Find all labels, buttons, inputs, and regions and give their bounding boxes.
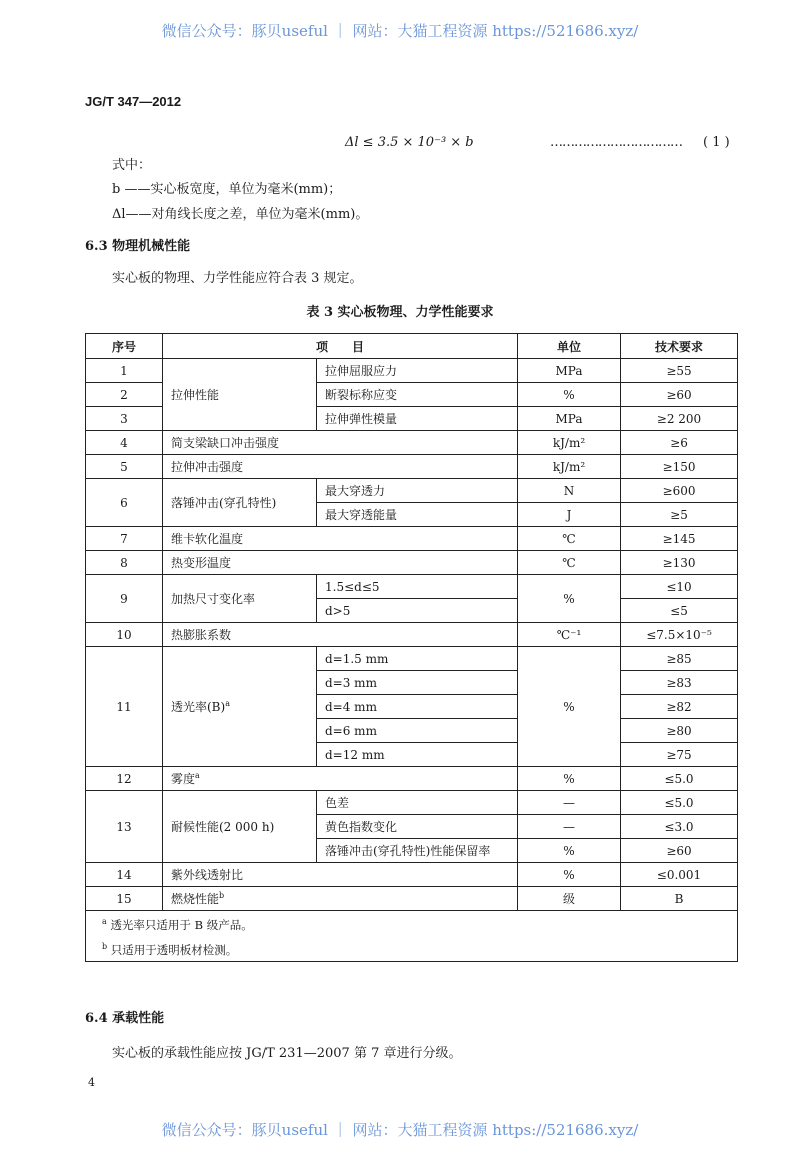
table-row [86, 791, 738, 815]
unit: % [518, 383, 621, 407]
table-row [86, 863, 738, 887]
section-text: 实心板的物理、力学性能应符合表 3 规定。 [112, 271, 363, 286]
sub-item: 拉伸弹性模量 [317, 407, 518, 431]
row-number: 4 [86, 431, 163, 455]
footnote-mark: b [102, 941, 108, 951]
unit: % [518, 767, 621, 791]
table-row [86, 527, 738, 551]
row-number: 15 [86, 887, 163, 911]
requirement: ≥600 [621, 479, 738, 503]
item-label: 紫外线透射比 [171, 868, 244, 882]
item-name [163, 455, 518, 479]
sub-item: 拉伸屈服应力 [317, 359, 518, 383]
sub-item: d=1.5 mm [317, 647, 518, 671]
sub-item: 黄色指数变化 [317, 815, 518, 839]
section-heading: 6.3 物理机械性能 [85, 239, 191, 254]
requirement: ≥75 [621, 743, 738, 767]
item-name [163, 791, 317, 863]
section-heading: 6.4 承载性能 [85, 1011, 165, 1026]
item-name [163, 479, 317, 527]
sub-item: 最大穿透力 [317, 479, 518, 503]
row-number: 3 [86, 407, 163, 431]
item-label: 透光率(B) [171, 700, 226, 714]
unit: % [518, 647, 621, 767]
row-number: 10 [86, 623, 163, 647]
item-name [163, 767, 518, 791]
item-label: 加热尺寸变化率 [171, 592, 256, 606]
row-number: 7 [86, 527, 163, 551]
header-requirement: 技术要求 [621, 334, 738, 359]
requirement: ≥85 [621, 647, 738, 671]
requirement: ≥80 [621, 719, 738, 743]
table-title: 表 3 实心板物理、力学性能要求 [306, 305, 494, 320]
footnote-mark: a [225, 699, 230, 708]
table-row [86, 431, 738, 455]
footnote [102, 936, 729, 961]
requirement: ≤10 [621, 575, 738, 599]
footnote [102, 911, 729, 936]
footnote-mark: a [102, 917, 107, 926]
sub-item: 最大穿透能量 [317, 503, 518, 527]
unit: J [518, 503, 621, 527]
footnote-mark: a [195, 771, 200, 780]
row-number: 9 [86, 575, 163, 623]
requirement: ≥5 [621, 503, 738, 527]
item-label: 简支梁缺口冲击强度 [171, 436, 280, 450]
unit: 级 [518, 887, 621, 911]
where-dl: Δl——对角线长度之差，单位为毫米(mm)。 [112, 207, 369, 222]
page-number: 4 [88, 1076, 95, 1089]
sub-item: 断裂标称应变 [317, 383, 518, 407]
row-number: 1 [86, 359, 163, 383]
table-row [86, 767, 738, 791]
item-label: 拉伸性能 [171, 388, 220, 402]
properties-table [85, 333, 738, 962]
table-row [86, 551, 738, 575]
item-label: 燃烧性能 [171, 892, 220, 906]
table-row [86, 575, 738, 599]
row-number: 14 [86, 863, 163, 887]
unit: % [518, 863, 621, 887]
row-number: 2 [86, 383, 163, 407]
unit: — [518, 815, 621, 839]
unit: kJ/m² [518, 431, 621, 455]
footnote-text: 透光率只适用于 B 级产品。 [110, 917, 253, 932]
item-name [163, 359, 317, 431]
requirement: ≤5 [621, 599, 738, 623]
header-item: 项 目 [163, 334, 518, 359]
item-name [163, 647, 317, 767]
requirement: ≥60 [621, 383, 738, 407]
unit: ℃⁻¹ [518, 623, 621, 647]
sub-item: d>5 [317, 599, 518, 623]
sub-item: 1.5≤d≤5 [317, 575, 518, 599]
sub-item: 色差 [317, 791, 518, 815]
unit: kJ/m² [518, 455, 621, 479]
table-header-row [86, 334, 738, 359]
requirement: ≤5.0 [621, 767, 738, 791]
unit: ℃ [518, 527, 621, 551]
table-row [86, 887, 738, 911]
table-row [86, 647, 738, 671]
item-label: 热膨胀系数 [171, 628, 232, 642]
table-row [86, 455, 738, 479]
sub-item: d=3 mm [317, 671, 518, 695]
requirement: ≥6 [621, 431, 738, 455]
requirement: ≤3.0 [621, 815, 738, 839]
table-row [86, 479, 738, 503]
unit: — [518, 791, 621, 815]
table-footnotes [86, 911, 738, 962]
where-label: 式中： [112, 158, 152, 173]
item-name [163, 887, 518, 911]
item-label: 拉伸冲击强度 [171, 460, 244, 474]
requirement: ≤7.5×10⁻⁵ [621, 623, 738, 647]
sub-item: d=6 mm [317, 719, 518, 743]
watermark-bottom: 微信公众号：豚贝useful ｜ 网站：大猫工程资源 https://521686.xyz/ [161, 1121, 639, 1139]
row-number: 5 [86, 455, 163, 479]
unit: % [518, 839, 621, 863]
sub-item: d=4 mm [317, 695, 518, 719]
requirement: B [621, 887, 738, 911]
item-label: 维卡软化温度 [171, 532, 244, 546]
formula-number: ( 1 ) [703, 135, 730, 150]
unit: MPa [518, 359, 621, 383]
item-name [163, 575, 317, 623]
formula-leader: …………………………… [550, 135, 682, 150]
requirement: ≥145 [621, 527, 738, 551]
row-number: 12 [86, 767, 163, 791]
requirement: ≥60 [621, 839, 738, 863]
row-number: 13 [86, 791, 163, 863]
sub-item: 落锤冲击(穿孔特性)性能保留率 [317, 839, 518, 863]
row-number: 11 [86, 647, 163, 767]
item-label: 热变形温度 [171, 556, 232, 570]
requirement: ≥150 [621, 455, 738, 479]
item-name [163, 431, 518, 455]
item-name [163, 551, 518, 575]
requirement: ≥130 [621, 551, 738, 575]
item-name [163, 527, 518, 551]
watermark-top: 微信公众号：豚贝useful ｜ 网站：大猫工程资源 https://521686.xyz/ [161, 22, 639, 40]
unit: N [518, 479, 621, 503]
row-number: 8 [86, 551, 163, 575]
requirement: ≥82 [621, 695, 738, 719]
requirement: ≥55 [621, 359, 738, 383]
where-b: b ——实心板宽度，单位为毫米(mm)； [112, 182, 342, 197]
item-label: 落锤冲击(穿孔特性) [171, 496, 277, 510]
requirement: ≥2 200 [621, 407, 738, 431]
section-text: 实心板的承载性能应按 JG/T 231—2007 第 7 章进行分级。 [112, 1046, 462, 1061]
row-number: 6 [86, 479, 163, 527]
formula: Δl ≤ 3.5 × 10⁻³ × b [345, 135, 474, 150]
standard-code: JG/T 347—2012 [85, 94, 182, 109]
unit: MPa [518, 407, 621, 431]
requirement: ≥83 [621, 671, 738, 695]
item-label: 雾度 [171, 772, 196, 786]
footnote-mark: b [219, 891, 225, 900]
item-label: 耐候性能(2 000 h) [171, 820, 275, 834]
footnote-text: 只适用于透明板材检测。 [110, 942, 238, 957]
unit: % [518, 575, 621, 623]
header-no: 序号 [86, 334, 163, 359]
item-name [163, 623, 518, 647]
table-row [86, 359, 738, 383]
requirement: ≤5.0 [621, 791, 738, 815]
header-unit: 单位 [518, 334, 621, 359]
unit: ℃ [518, 551, 621, 575]
footnote-row [86, 911, 738, 962]
item-name [163, 863, 518, 887]
sub-item: d=12 mm [317, 743, 518, 767]
table-row [86, 623, 738, 647]
requirement: ≤0.001 [621, 863, 738, 887]
